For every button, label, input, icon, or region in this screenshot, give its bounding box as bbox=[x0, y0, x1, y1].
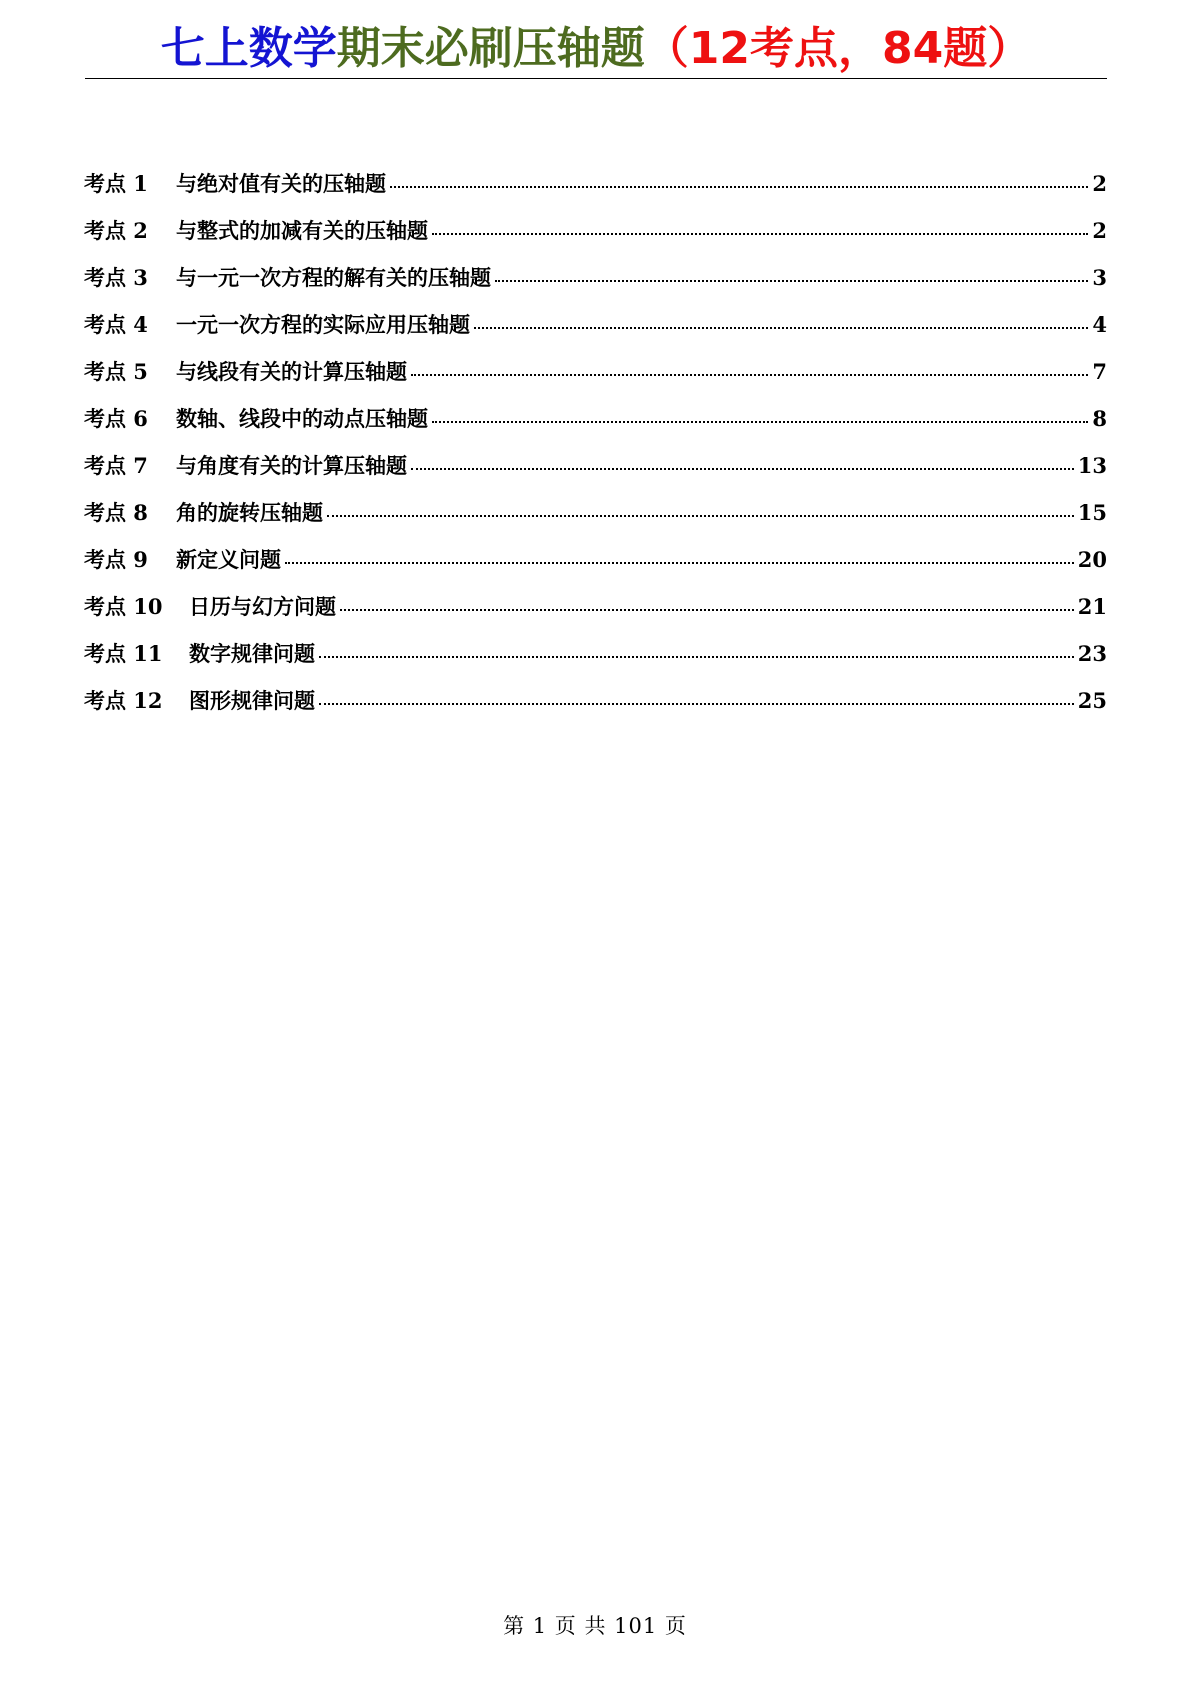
page-footer bbox=[0, 1610, 1190, 1640]
toc-dot-leader bbox=[390, 186, 1088, 188]
toc-dot-leader bbox=[432, 421, 1088, 423]
toc-entry-9[interactable] bbox=[84, 544, 1107, 591]
toc-entry-5[interactable] bbox=[84, 356, 1107, 403]
toc-entry-label: 考点 9 bbox=[84, 547, 148, 572]
toc-entry-title: 与绝对值有关的压轴题 bbox=[176, 171, 386, 196]
toc-entry-10[interactable] bbox=[84, 591, 1107, 638]
toc-dot-leader bbox=[411, 468, 1074, 470]
toc-entry-label: 考点 1 bbox=[84, 171, 148, 196]
toc-dot-leader bbox=[327, 515, 1074, 517]
toc-entry-title: 数轴、线段中的动点压轴题 bbox=[176, 406, 428, 431]
toc-entry-page: 13 bbox=[1077, 453, 1107, 478]
toc-entry-page: 2 bbox=[1092, 218, 1107, 243]
toc-entry-8[interactable] bbox=[84, 497, 1107, 544]
toc-entry-title: 新定义问题 bbox=[176, 547, 281, 572]
toc-dot-leader bbox=[474, 327, 1088, 329]
toc-entry-label: 考点 8 bbox=[84, 500, 148, 525]
page-header bbox=[85, 22, 1107, 79]
title-part-subject: 七上数学 bbox=[160, 23, 337, 74]
toc-entry-title: 与一元一次方程的解有关的压轴题 bbox=[176, 265, 491, 290]
toc-dot-leader bbox=[411, 374, 1088, 376]
title-part-count: （12考点，84题） bbox=[644, 23, 1032, 74]
toc-entry-4[interactable] bbox=[84, 309, 1107, 356]
toc-entry-2[interactable] bbox=[84, 215, 1107, 262]
toc-entry-6[interactable] bbox=[84, 403, 1107, 450]
toc-entry-label: 考点 4 bbox=[84, 312, 148, 337]
toc-dot-leader bbox=[340, 609, 1074, 611]
toc-entry-label: 考点 11 bbox=[84, 641, 163, 666]
toc-entry-label: 考点 10 bbox=[84, 594, 163, 619]
toc-entry-11[interactable] bbox=[84, 638, 1107, 685]
toc-dot-leader bbox=[319, 703, 1074, 705]
page-number-indicator: 第 1 页 共 101 页 bbox=[503, 1614, 687, 1638]
toc-entry-title: 数字规律问题 bbox=[189, 641, 315, 666]
toc-entry-12[interactable] bbox=[84, 685, 1107, 732]
toc-entry-page: 2 bbox=[1092, 171, 1107, 196]
table-of-contents bbox=[84, 168, 1107, 732]
toc-entry-title: 角的旋转压轴题 bbox=[176, 500, 323, 525]
toc-entry-label: 考点 6 bbox=[84, 406, 148, 431]
toc-entry-page: 20 bbox=[1077, 547, 1107, 572]
toc-entry-page: 8 bbox=[1092, 406, 1107, 431]
toc-entry-3[interactable] bbox=[84, 262, 1107, 309]
toc-dot-leader bbox=[495, 280, 1088, 282]
toc-entry-title: 图形规律问题 bbox=[189, 688, 315, 713]
toc-entry-page: 4 bbox=[1092, 312, 1107, 337]
toc-entry-page: 7 bbox=[1092, 359, 1107, 384]
toc-entry-7[interactable] bbox=[84, 450, 1107, 497]
toc-entry-title: 与线段有关的计算压轴题 bbox=[176, 359, 407, 384]
title-part-topic: 期末必刷压轴题 bbox=[336, 23, 645, 74]
toc-entry-page: 15 bbox=[1077, 500, 1107, 525]
toc-dot-leader bbox=[319, 656, 1074, 658]
toc-entry-title: 一元一次方程的实际应用压轴题 bbox=[176, 312, 470, 337]
toc-entry-label: 考点 3 bbox=[84, 265, 148, 290]
toc-dot-leader bbox=[285, 562, 1074, 564]
toc-dot-leader bbox=[432, 233, 1088, 235]
toc-entry-label: 考点 5 bbox=[84, 359, 148, 384]
toc-entry-label: 考点 2 bbox=[84, 218, 148, 243]
toc-entry-page: 3 bbox=[1092, 265, 1107, 290]
toc-entry-1[interactable] bbox=[84, 168, 1107, 215]
document-title bbox=[85, 22, 1107, 76]
toc-entry-page: 23 bbox=[1077, 641, 1107, 666]
toc-entry-page: 25 bbox=[1077, 688, 1107, 713]
toc-entry-title: 与角度有关的计算压轴题 bbox=[176, 453, 407, 478]
toc-entry-label: 考点 7 bbox=[84, 453, 148, 478]
toc-entry-label: 考点 12 bbox=[84, 688, 163, 713]
toc-entry-title: 日历与幻方问题 bbox=[189, 594, 336, 619]
toc-entry-page: 21 bbox=[1077, 594, 1107, 619]
toc-entry-title: 与整式的加减有关的压轴题 bbox=[176, 218, 428, 243]
